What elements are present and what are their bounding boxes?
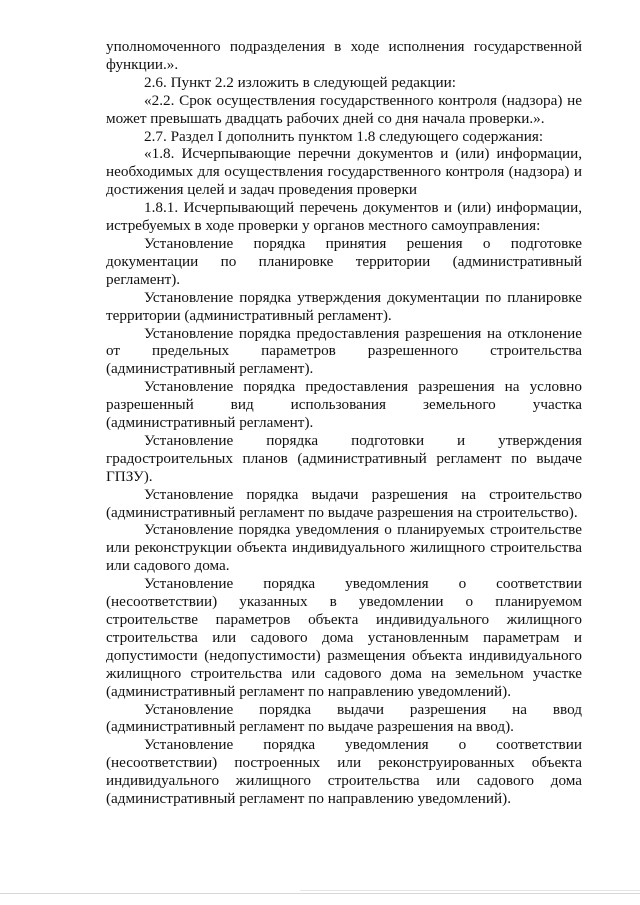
paragraph-item-2-7: 2.7. Раздел I дополнить пунктом 1.8 следующего содержания: [144, 127, 544, 145]
list-item: Установление порядка выдачи разрешения на ввод (административный регламент по выдаче разрешения на ввод). [106, 700, 582, 736]
paragraph-item-2-2-text: «2.2. Срок осуществления государственного контроля (надзора) не может превышать двадцать рабочих дней со дня начала проверки.». [106, 91, 582, 127]
list-item: Установление порядка принятия решения о подготовке документации по планировке территории (административный регламент). [106, 234, 582, 288]
paragraph-item-1-8-1: 1.8.1. Исчерпывающий перечень документов и (или) информации, истребуемых в ходе проверки у органов местного самоуправления: [106, 199, 582, 235]
list-item: Установление порядка уведомления о планируемых строительстве или реконструкции объекта индивидуального жилищного строительства или садового дома. [106, 521, 582, 575]
paragraph-item-2-6: 2.6. Пункт 2.2 изложить в следующей редакции: [144, 73, 457, 91]
list-item: Установление порядка утверждения документации по планировке территории (административный регламент). [106, 288, 582, 324]
paragraph-item-1-8: «1.8. Исчерпывающие перечни документов и (или) информации, необходимых для осуществления государственного контроля (надзора) и достижения целей и задач проведения проверки [106, 145, 582, 199]
document-body [106, 38, 582, 808]
page-bottom-divider [0, 893, 640, 894]
list-item: Установление порядка уведомления о соответствии (несоответствии) указанных в уведомлении о планируемом строительстве параметров объекта индивидуального жилищного строительства или садового дома установленным параметрам и допустимости (недопустимости) размещения объекта индивидуального жилищного строительства или садового дома на земельном участке (административный регламент по направлению уведомлений). [106, 575, 582, 700]
page-bottom-divider-faint [300, 890, 640, 891]
paragraph-continuation: уполномоченного подразделения в ходе исполнения государственной функции.». [106, 38, 582, 73]
list-item: Установление порядка выдачи разрешения на строительство (административный регламент по выдаче разрешения на строительство). [106, 485, 582, 521]
list-item: Установление порядка уведомления о соответствии (несоответствии) построенных или реконструированных объекта индивидуального жилищного строительства или садового дома (административный регламент по направлению уведомлений). [106, 736, 582, 808]
list-item: Установление порядка предоставления разрешения на условно разрешенный вид использования земельного участка (административный регламент). [106, 378, 582, 432]
list-item: Установление порядка подготовки и утверждения градостроительных планов (административный регламент по выдаче ГПЗУ). [106, 431, 582, 485]
list-item: Установление порядка предоставления разрешения на отклонение от предельных параметров разрешенного строительства (административный регламент). [106, 324, 582, 378]
